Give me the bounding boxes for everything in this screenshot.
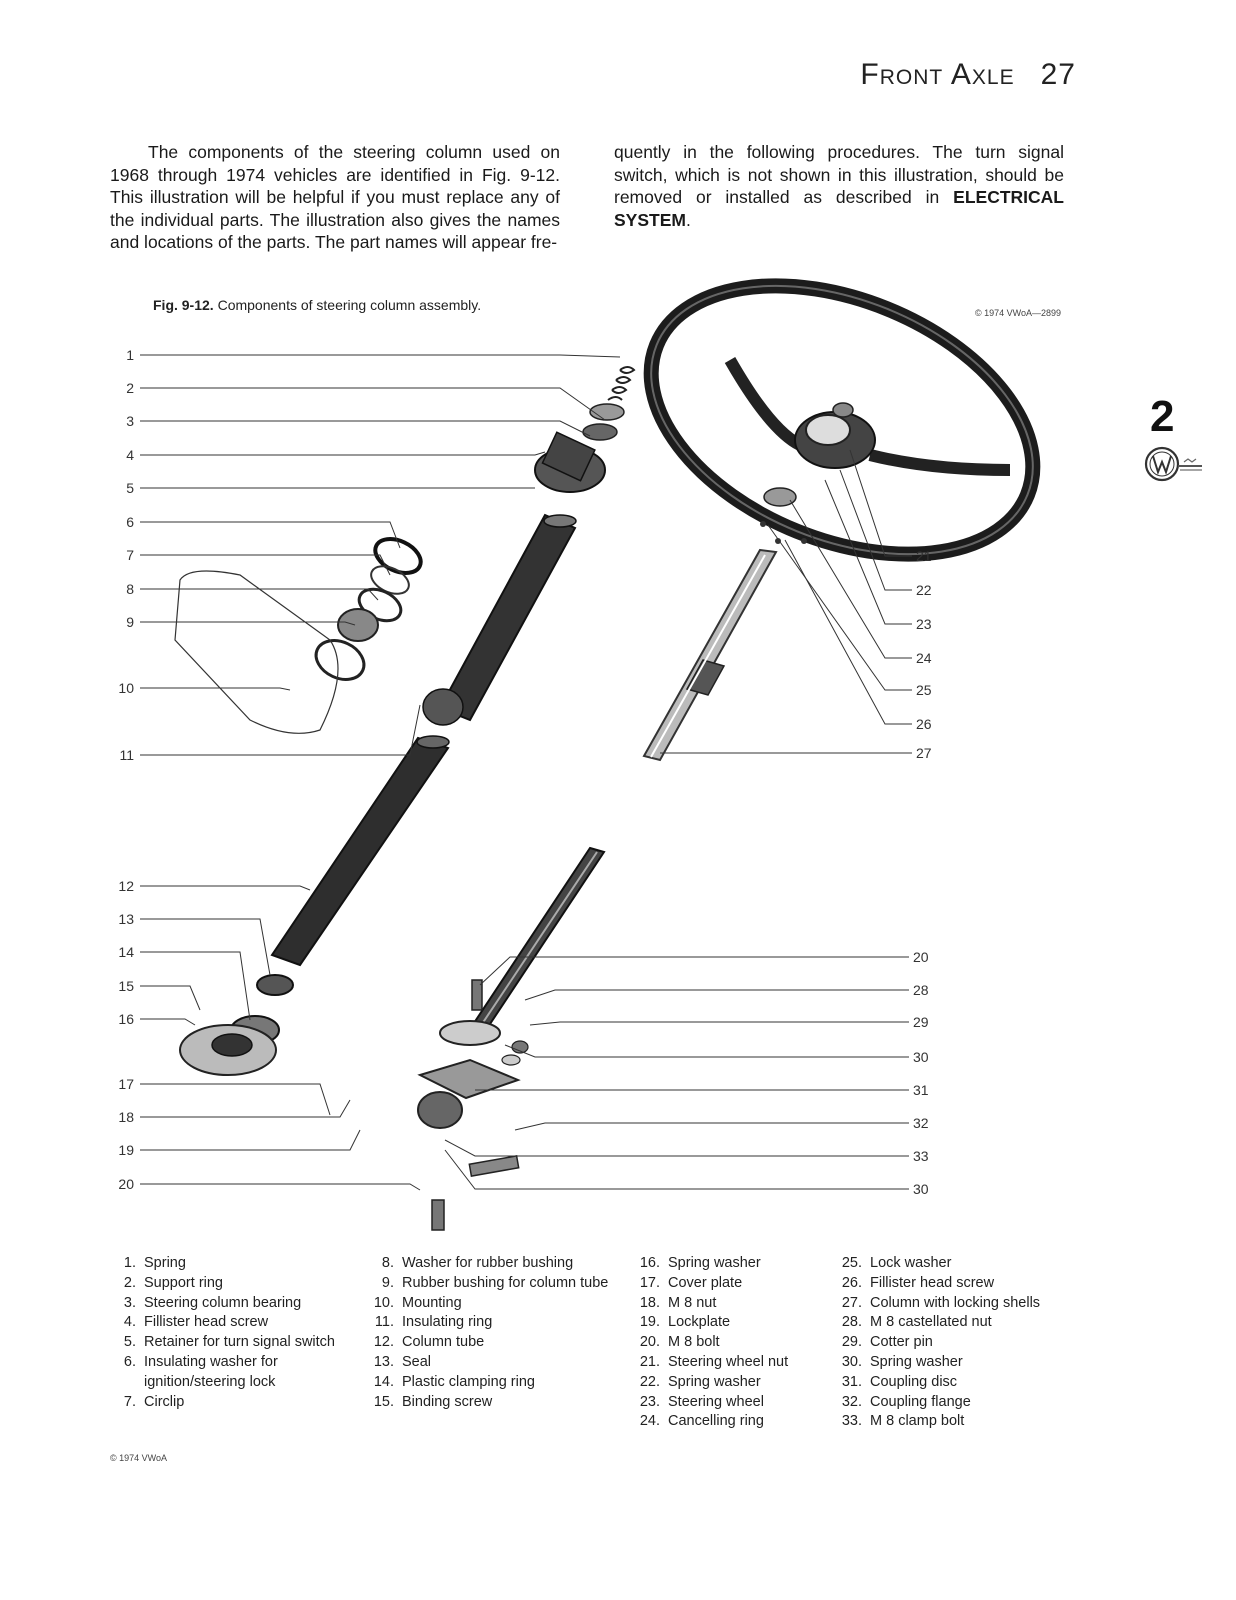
legend-number: 2. <box>123 1274 136 1291</box>
legend-text: Lockplate <box>668 1314 731 1331</box>
legend-item <box>834 1373 1094 1393</box>
legend-text: M 8 nut <box>668 1294 717 1311</box>
callout-leader-line <box>140 589 378 600</box>
legend-number: 11. <box>374 1314 394 1331</box>
legend-item <box>108 1313 348 1333</box>
callout-leader-line <box>505 1045 909 1057</box>
legend-item <box>366 1313 616 1333</box>
callout-leader-line <box>140 452 545 455</box>
legend-item <box>366 1373 616 1393</box>
page-copyright: © 1974 VWoA <box>110 1453 167 1463</box>
legend-number: 18. <box>639 1294 660 1311</box>
callout-number: 15 <box>118 978 134 994</box>
callout-number: 13 <box>118 911 134 927</box>
legend-text: Support ring <box>144 1274 223 1291</box>
callout-number: 16 <box>118 1011 134 1027</box>
callout-number: 32 <box>913 1115 929 1131</box>
legend-number: 24. <box>639 1413 660 1430</box>
legend-number: 17. <box>639 1274 660 1291</box>
legend-number: 29. <box>841 1334 862 1351</box>
figure-caption-text: Components of steering column assembly. <box>217 297 482 313</box>
callout-number: 11 <box>119 747 134 763</box>
legend-item <box>632 1333 832 1353</box>
legend-column-4 <box>834 1254 1094 1432</box>
callout-number: 18 <box>118 1109 134 1125</box>
legend-number: 27. <box>841 1294 862 1311</box>
legend-item <box>108 1393 348 1413</box>
legend-item <box>834 1294 1094 1314</box>
callout-leader-line <box>790 500 912 658</box>
legend-column-3 <box>632 1254 832 1432</box>
legend-text: Insulating ring <box>402 1314 493 1331</box>
legend-number: 9. <box>381 1274 394 1291</box>
legend-number: 8. <box>381 1255 394 1271</box>
legend-number: 4. <box>123 1314 136 1331</box>
callout-leader-line <box>140 986 200 1010</box>
callout-leader-line <box>140 688 290 690</box>
legend-text: M 8 clamp bolt <box>870 1413 965 1430</box>
figure-label: Fig. 9-12. <box>153 297 214 313</box>
callout-leader-line <box>515 1123 909 1130</box>
legend-item <box>366 1333 616 1353</box>
legend-text: Steering column bearing <box>144 1294 302 1311</box>
callout-leader-line <box>445 1140 909 1156</box>
legend-text: Lock washer <box>870 1255 952 1271</box>
callout-number: 5 <box>126 480 134 496</box>
legend-number: 33. <box>841 1413 862 1430</box>
legend-text: Washer for rubber bushing <box>402 1255 574 1271</box>
legend-text: Column tube <box>402 1334 485 1351</box>
legend-text: Coupling disc <box>870 1373 958 1390</box>
callout-leader-line <box>140 1084 330 1115</box>
callout-number: 29 <box>913 1014 929 1030</box>
legend-number: 3. <box>123 1294 136 1311</box>
legend-number: 32. <box>841 1393 862 1410</box>
legend-text: Fillister head screw <box>870 1274 995 1291</box>
steering-wheel-drawing <box>612 234 1073 606</box>
callout-number: 21 <box>916 548 932 564</box>
callout-number: 8 <box>126 581 134 597</box>
legend-item <box>632 1274 832 1294</box>
intro-right-text: quently in the following procedures. The turn signal switch, which is not shown in this illustration, should be removed or installed as described in <box>614 142 1064 207</box>
legend-text: Retainer for turn signal switch <box>144 1334 335 1351</box>
legend-item <box>834 1274 1094 1294</box>
callout-number: 14 <box>118 944 134 960</box>
legend-number: 26. <box>841 1274 862 1291</box>
callout-leader-line <box>140 1184 420 1190</box>
legend-text: Column with locking shells <box>870 1294 1041 1311</box>
legend-column-2 <box>366 1254 616 1412</box>
callout-number: 7 <box>126 547 134 563</box>
callout-number: 3 <box>126 413 134 429</box>
legend-item <box>366 1393 616 1413</box>
legend-item <box>632 1353 832 1373</box>
legend-number: 20. <box>639 1334 660 1351</box>
callout-number: 28 <box>913 982 929 998</box>
intro-left-column: The components of the steering column used on 1968 through 1974 vehicles are identified in Fig. 9-12. This illustration will be helpful if you must replace any of the individual parts. The illustration also gives the names and locations of the parts. The part names will appear fre- <box>110 142 560 252</box>
callout-number: 4 <box>126 447 134 463</box>
callout-leader-line <box>140 555 390 575</box>
callout-leader-line <box>140 388 605 420</box>
legend-number: 1. <box>123 1255 136 1271</box>
legend-number: 12. <box>373 1334 394 1351</box>
callout-number: 1 <box>126 347 134 363</box>
callout-number: 33 <box>913 1148 929 1164</box>
legend-item <box>366 1294 616 1314</box>
page-number: 27 <box>1040 58 1076 91</box>
legend-text: Rubber bushing for column tube <box>402 1274 609 1291</box>
legend-item <box>632 1412 832 1432</box>
callout-leader-line <box>480 957 909 985</box>
legend-number: 16. <box>639 1255 660 1271</box>
legend-text: Binding screw <box>402 1393 493 1410</box>
legend-text: Cancelling ring <box>668 1413 764 1430</box>
legend-text: Steering wheel <box>668 1393 764 1410</box>
callout-leader-line <box>140 421 590 436</box>
legend-number: 5. <box>123 1334 136 1351</box>
callout-leader-line <box>140 522 400 548</box>
legend-text: M 8 bolt <box>668 1334 720 1351</box>
legend-number: 14. <box>373 1373 394 1390</box>
upper-shaft-drawing <box>644 550 776 760</box>
legend-item <box>834 1333 1094 1353</box>
legend-item <box>108 1274 348 1294</box>
legend-item <box>834 1353 1094 1373</box>
callout-leader-line <box>140 1100 350 1117</box>
callout-number: 22 <box>916 582 932 598</box>
right-callouts <box>445 450 932 1197</box>
legend-number: 15. <box>373 1393 394 1410</box>
legend-item <box>632 1254 832 1274</box>
callout-leader-line <box>785 540 912 724</box>
legend-item <box>108 1254 348 1274</box>
legend-text: Insulating washer for ignition/steering lock <box>144 1353 278 1390</box>
callout-number: 17 <box>118 1076 134 1092</box>
legend-text: Cotter pin <box>870 1334 933 1351</box>
legend-item <box>834 1393 1094 1413</box>
callout-number: 20 <box>118 1176 134 1192</box>
callout-number: 27 <box>916 745 932 761</box>
legend-item <box>366 1254 616 1274</box>
legend-item <box>108 1294 348 1314</box>
legend-column-1 <box>108 1254 348 1412</box>
legend-text: Mounting <box>402 1294 462 1311</box>
legend-text: Spring washer <box>668 1373 761 1390</box>
callout-leader-line <box>530 1022 909 1025</box>
legend-item <box>108 1353 348 1393</box>
legend-text: Steering wheel nut <box>668 1353 789 1370</box>
legend-text: Spring washer <box>870 1353 963 1370</box>
section-title: Front Axle <box>860 58 1015 91</box>
legend-number: 19. <box>639 1314 660 1331</box>
legend-item <box>834 1254 1094 1274</box>
legend-text: Coupling flange <box>870 1393 971 1410</box>
callout-number: 30 <box>913 1049 929 1065</box>
callout-number: 19 <box>118 1142 134 1158</box>
legend-text: Spring washer <box>668 1255 761 1271</box>
legend-number: 7. <box>123 1393 136 1410</box>
callout-leader-line <box>140 355 620 357</box>
callout-number: 23 <box>916 616 932 632</box>
legend-number: 13. <box>373 1353 394 1370</box>
bushing-cluster-drawing <box>175 532 426 733</box>
legend-number: 10. <box>373 1294 394 1311</box>
legend-item <box>834 1313 1094 1333</box>
figure-copyright: © 1974 VWoA—2899 <box>975 308 1062 318</box>
legend-text: Fillister head screw <box>144 1314 269 1331</box>
callout-number: 24 <box>916 650 932 666</box>
callout-number: 31 <box>913 1082 929 1098</box>
callout-number: 26 <box>916 716 932 732</box>
legend-number: 31. <box>841 1373 862 1390</box>
chapter-tab-number: 2 <box>1150 392 1175 441</box>
callout-leader-line <box>140 886 310 890</box>
legend-number: 22. <box>639 1373 660 1390</box>
callout-leader-line <box>140 705 420 755</box>
callout-leader-line <box>140 1130 360 1150</box>
callout-leader-line <box>140 1019 195 1025</box>
legend-number: 6. <box>123 1353 136 1370</box>
callout-number: 6 <box>126 514 134 530</box>
intro-right-end: . <box>685 209 691 230</box>
callout-leader-line <box>140 919 270 975</box>
column-tube-lower-drawing <box>180 736 449 1075</box>
callout-leader-line <box>525 990 909 1000</box>
legend-text: Plastic clamping ring <box>402 1373 535 1390</box>
legend-text: Seal <box>402 1353 432 1370</box>
legend-item <box>108 1333 348 1353</box>
lower-shaft-drawing <box>418 848 604 1230</box>
legend-number: 28. <box>841 1314 862 1331</box>
callout-number: 12 <box>118 878 134 894</box>
legend-text: Spring <box>144 1255 186 1271</box>
legend-item <box>632 1373 832 1393</box>
legend-item <box>366 1353 616 1373</box>
callout-number: 25 <box>916 682 932 698</box>
callout-number: 30 <box>913 1181 929 1197</box>
legend-text: Circlip <box>144 1393 185 1410</box>
callout-number: 10 <box>118 680 134 696</box>
legend-item <box>632 1294 832 1314</box>
legend-item <box>632 1393 832 1413</box>
intro-right-bold: ELECTRICAL SYSTEM <box>614 187 1064 230</box>
callout-number: 2 <box>126 380 134 396</box>
callout-number: 9 <box>126 614 134 630</box>
legend-text: Cover plate <box>668 1274 743 1291</box>
callout-number: 20 <box>913 949 929 965</box>
legend-item <box>834 1412 1094 1432</box>
callout-leader-line <box>140 622 355 625</box>
legend-item <box>366 1274 616 1294</box>
legend-number: 23. <box>639 1393 660 1410</box>
legend-number: 30. <box>841 1353 862 1370</box>
legend-item <box>632 1313 832 1333</box>
legend-number: 25. <box>841 1255 862 1271</box>
legend-number: 21. <box>639 1353 660 1370</box>
legend-text: M 8 castellated nut <box>870 1314 992 1331</box>
